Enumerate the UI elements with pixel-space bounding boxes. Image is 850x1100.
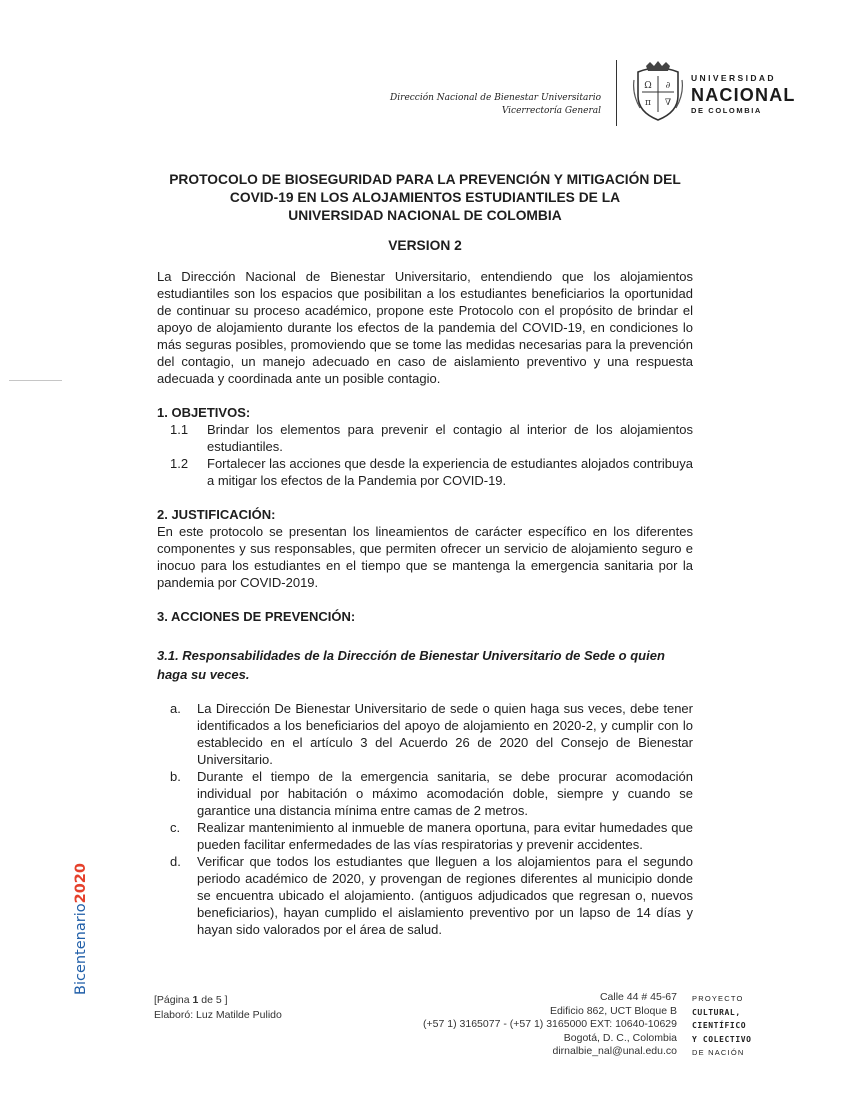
proyecto-cultural-logo xyxy=(692,992,752,1060)
objetivos-list xyxy=(157,421,693,489)
list-item-text: Brindar los elementos para prevenir el contagio al interior de los alojamientos estudiantiles. xyxy=(207,422,693,454)
margin-mark xyxy=(9,380,62,381)
header-line-direccion: Dirección Nacional de Bienestar Universitario xyxy=(390,93,601,103)
list-item-letter: a. xyxy=(170,701,181,716)
proyecto-line: CIENTÍFICO xyxy=(692,1021,747,1030)
footer-author: Elaboró: Luz Matilde Pulido xyxy=(154,1009,282,1021)
address-phone: (+57 1) 3165077 - (+57 1) 3165000 EXT: 10640-10629 xyxy=(423,1018,677,1030)
list-item-text: La Dirección De Bienestar Universitario de sede o quien haga sus veces, debe tener identificados a los beneficiarios del apoyo de alojamiento en 2020-2, y cumplir con lo establecido en el artículo 3 del Acuerdo 26 de 2020 del Consejo de Bienestar Universitario. xyxy=(197,701,693,767)
list-item-text: Realizar mantenimiento al inmueble de manera oportuna, para evitar humedades que pueden facilitar enfermedades de las vías respiratorias y prevenir accidentes. xyxy=(197,820,693,852)
address-city: Bogotá, D. C., Colombia xyxy=(563,1031,677,1044)
proyecto-line: Y COLECTIVO xyxy=(692,1034,752,1044)
page-suffix: ] xyxy=(221,994,228,1006)
bicentenario-year: 2020 xyxy=(73,863,89,904)
page-prefix: [Página xyxy=(154,994,193,1006)
header-line-vicerrectoria: Vicerrectoría General xyxy=(501,106,601,116)
list-item xyxy=(157,853,693,938)
page-number: 1 xyxy=(192,994,199,1006)
proyecto-line: PROYECTO xyxy=(692,994,744,1003)
address-line: Edificio 862, UCT Bloque B xyxy=(549,1004,677,1017)
address-line: Calle 44 # 45-67 xyxy=(599,991,677,1003)
list-item xyxy=(157,819,693,853)
proyecto-line: DE NACIÓN xyxy=(692,1048,745,1057)
footer-address xyxy=(423,991,677,1059)
address-email: dirnalbie_nal@unal.edu.co xyxy=(552,1045,677,1057)
svg-text:∂: ∂ xyxy=(665,81,671,91)
list-item-text: Fortalecer las acciones que desde la experiencia de estudiantes alojados contribuya a mitigar los efectos de la Pandemia por COVID-19. xyxy=(207,456,693,488)
section-acciones-heading: 3. ACCIONES DE PREVENCIÓN: xyxy=(157,609,356,624)
wordmark-nacional: NACIONAL xyxy=(691,85,796,105)
wordmark-de-colombia: DE COLOMBIA xyxy=(691,106,762,115)
document-version: VERSION 2 xyxy=(388,238,462,253)
document-title xyxy=(157,171,693,225)
intro-paragraph: La Dirección Nacional de Bienestar Universitario, entendiendo que los alojamientos estudiantiles son los espacios que posibilitan a los estudiantes beneficiarios la oportunidad de continuar su proceso académico, propone este Protocolo con el propósito de brindar el apoyo de alojamiento durante los efectos de la pandemia del COVID-19, en condiciones lo más seguras posibles, promoviendo que se tome las medidas necesarias para la prevención del contagio, un manejo adecuado en caso de aislamiento preventivo y una respuesta adecuada y coordinada ante un posible contagio. xyxy=(157,269,693,386)
header-divider xyxy=(616,60,617,126)
page-indicator xyxy=(154,993,282,1008)
university-wordmark xyxy=(691,73,796,115)
svg-text:π: π xyxy=(645,98,651,108)
list-item xyxy=(157,455,693,489)
wordmark-universidad: UNIVERSIDAD xyxy=(691,73,776,83)
section-objetivos-heading: 1. OBJETIVOS: xyxy=(157,405,251,420)
list-item-letter: b. xyxy=(170,769,181,784)
list-item-number: 1.2 xyxy=(170,456,189,471)
bicentenario-text: Bicentenario xyxy=(73,903,89,995)
title-line-1: PROTOCOLO DE BIOSEGURIDAD PARA LA PREVENCIÓN Y MITIGACIÓN DEL xyxy=(169,172,681,187)
list-item xyxy=(157,421,693,455)
acciones-list xyxy=(157,700,693,938)
list-item-text: Verificar que todos los estudiantes que lleguen a los alojamientos para el segundo periodo académico de 2020, y provengan de regiones diferentes al municipio donde se encuentra ubicado el alojamiento. (antiguos adjudicados que regresan o, nuevos beneficiarios), hayan cumplido el aislamiento preventivo por un lapso de 14 días y hayan sido valorados por el área de salud. xyxy=(197,854,693,937)
page-total: 5 xyxy=(215,994,222,1006)
subsection-responsabilidades-heading: 3.1. Responsabilidades de la Dirección de Bienestar Universitario de Sede o quien haga su veces. xyxy=(157,648,665,682)
list-item-letter: c. xyxy=(170,820,181,835)
title-line-2: COVID-19 EN LOS ALOJAMIENTOS ESTUDIANTILES DE LA xyxy=(229,190,621,205)
section-justificacion-heading: 2. JUSTIFICACIÓN: xyxy=(157,507,276,522)
document-body xyxy=(157,171,693,938)
svg-text:∇: ∇ xyxy=(664,98,672,108)
list-item xyxy=(157,700,693,768)
list-item xyxy=(157,768,693,819)
page-mid: de xyxy=(198,994,216,1006)
title-line-3: UNIVERSIDAD NACIONAL DE COLOMBIA xyxy=(288,208,562,223)
justificacion-paragraph: En este protocolo se presentan los lineamientos de carácter específico en los diferentes componentes y sus responsables, que permiten ofrecer un servicio de alojamiento seguro e inocuo para los estudiantes en el tiempo que se mantenga la emergencia sanitaria por la pandemia por COVID-2019. xyxy=(157,524,693,590)
university-crest-icon xyxy=(632,60,684,122)
svg-text:Ω: Ω xyxy=(644,81,652,91)
list-item-letter: d. xyxy=(170,854,181,869)
header-institution xyxy=(390,92,601,118)
footer-page-info xyxy=(154,993,282,1023)
bicentenario-logo xyxy=(73,863,89,995)
proyecto-line: CULTURAL, xyxy=(692,1007,741,1017)
list-item-number: 1.1 xyxy=(170,422,189,437)
list-item-text: Durante el tiempo de la emergencia sanitaria, se debe procurar acomodación individual por habitación o máximo acomodación doble, siempre y cuando se garantice una distancia mínima entre camas de 2 metros. xyxy=(197,769,693,818)
